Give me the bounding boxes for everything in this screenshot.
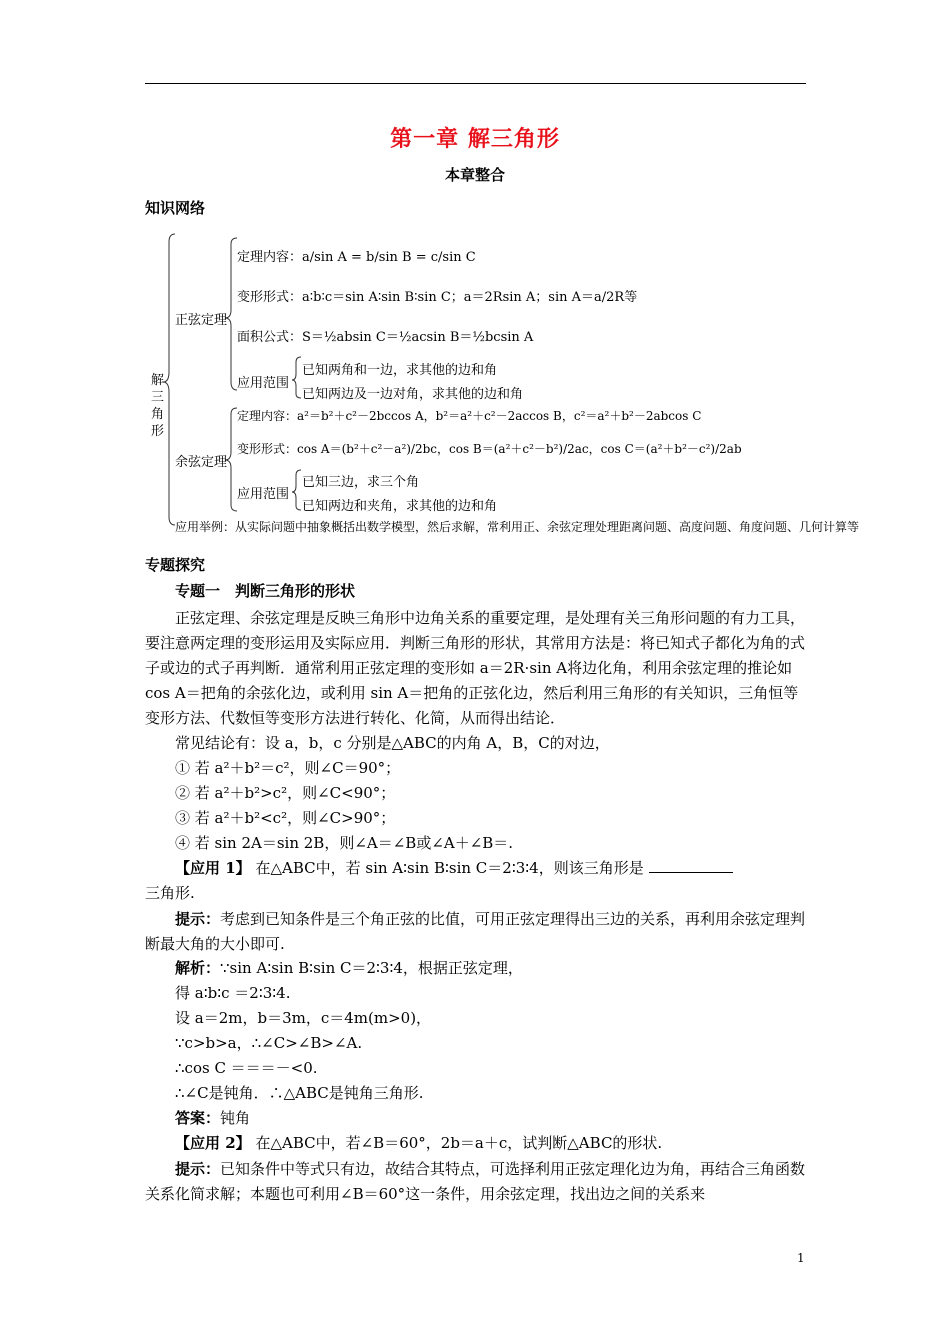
app2-hint-paragraph — [145, 1157, 807, 1207]
answer-blank — [649, 858, 733, 873]
chapter-title: 第一章 解三角形 — [390, 126, 560, 152]
topic-1-intro: 正弦定理、余弦定理是反映三角形中边角关系的重要定理，是处理有关三角形问题的有力工具，要注意两定理的变形运用及实际应用．判断三角形的形状，其常用方法是：将已知式子都化为角的式子或边的式子再判断．通常利用正弦定理的变形如 a＝2R·sin A将边化角，利用余弦定理的推论如cos A＝把角的余弦化边，或利用 sin A＝把角的正弦化边，然后利用三角形的有关知识，三角恒等变形方法、代数恒等变形方法进行转化、化简，从而得出结论． — [145, 609, 806, 727]
sine-scope-label: 应用范围 — [237, 376, 290, 391]
conclusion-2: ② 若 a²＋b²>c²，则∠C<90°； — [175, 784, 396, 802]
app1-hint: 考虑到已知条件是三个角正弦的比值，可用正弦定理得出三边的关系，再利用余弦定理判断最大角的大小即可. — [145, 910, 806, 953]
app1-analysis-line — [175, 957, 523, 978]
app1-label: 【应用 1】 — [175, 859, 251, 877]
sine-law-label: 正弦定理 — [175, 313, 228, 328]
conclusion-1: ① 若 a²＋b²＝c²，则∠C＝90°； — [175, 759, 401, 777]
cosine-variants: 变形形式：cos A＝(b²＋c²－a²)/2bc，cos B＝(a²＋c²－b²)/2ac，cos C＝(a²＋b²－c²)/2ab — [237, 442, 742, 456]
cosine-content: 定理内容：a²＝b²＋c²－2bccos A，b²＝a²＋c²－2accos B，c²＝a²＋b²－2abcos C — [237, 409, 702, 423]
app1-analysis-label: 解析： — [175, 959, 221, 977]
app1-answer: 钝角 — [220, 1109, 251, 1127]
knowledge-heading: 知识网络 — [145, 199, 206, 217]
app1-question-line — [175, 857, 733, 878]
sine-area: 面积公式：S＝½absin C＝½acsin B＝½bcsin A — [237, 330, 534, 345]
app1-analysis-2: 得 a∶b∶c ＝2∶3∶4. — [175, 984, 291, 1002]
app2-question-line — [175, 1132, 662, 1153]
section-subtitle: 本章整合 — [444, 166, 505, 184]
app1-hint-label: 提示： — [175, 910, 221, 928]
sine-content: 定理内容：a/sin A = b/sin B = c/sin C — [237, 250, 476, 265]
sine-scope-1: 已知两角和一边，求其他的边和角 — [302, 363, 498, 378]
conclusions-intro: 常见结论有：设 a，b，c 分别是△ABC的内角 A，B，C的对边， — [175, 734, 610, 752]
cosine-scope-1: 已知三边，求三个角 — [302, 475, 420, 490]
conclusion-4: ④ 若 sin 2A＝sin 2B，则∠A＝∠B或∠A＋∠B＝. — [175, 834, 514, 852]
app1-question-end: 三角形. — [145, 884, 195, 902]
root-label: 解三角形 — [151, 373, 165, 439]
cosine-law-label: 余弦定理 — [175, 455, 228, 470]
app1-analysis-1: ∵sin A∶sin B∶sin C＝2∶3∶4，根据正弦定理， — [220, 959, 523, 977]
app1-analysis-3: 设 a＝2m，b＝3m，c＝4m(m>0)， — [175, 1009, 432, 1027]
app1-hint-paragraph — [145, 907, 807, 957]
topic-1-heading: 专题一 判断三角形的形状 — [175, 582, 356, 600]
app2-question: 在△ABC中，若∠B＝60°，2b＝a＋c，试判断△ABC的形状. — [255, 1134, 663, 1152]
sine-scope-2: 已知两边及一边对角，求其他的边和角 — [302, 387, 524, 402]
cosine-scope-label: 应用范围 — [237, 487, 290, 502]
app1-question: 在△ABC中，若 sin A∶sin B∶sin C＝2∶3∶4，则该三角形是 — [255, 859, 644, 877]
app1-answer-line — [175, 1107, 250, 1128]
page-number: 1 — [797, 1251, 805, 1265]
application-examples: 应用举例：从实际问题中抽象概括出数学模型，然后求解，常利用正、余弦定理处理距离问题、高度问题、角度问题、几何计算等 — [175, 520, 860, 534]
cosine-scope-2: 已知两边和夹角，求其他的边和角 — [302, 499, 498, 514]
app2-hint: 已知条件中等式只有边，故结合其特点，可选择利用正弦定理化边为角，再结合三角函数关系化简求解；本题也可利用∠B＝60°这一条件，用余弦定理，找出边之间的关系来 — [145, 1160, 806, 1203]
sine-variants: 变形形式：a∶b∶c＝sin A∶sin B∶sin C；a＝2Rsin A；sin A＝a/2R等 — [237, 290, 638, 305]
app1-analysis-5: ∴cos C ＝＝＝－<0. — [175, 1059, 318, 1077]
app1-analysis-6: ∴∠C是钝角．∴△ABC是钝角三角形. — [175, 1084, 424, 1102]
app2-label: 【应用 2】 — [175, 1134, 251, 1152]
app2-hint-label: 提示： — [175, 1160, 221, 1178]
conclusion-3: ③ 若 a²＋b²<c²，则∠C>90°； — [175, 809, 396, 827]
header-rule — [145, 83, 806, 84]
inquiry-heading: 专题探究 — [145, 556, 206, 574]
knowledge-network-diagram — [145, 222, 865, 544]
app1-analysis-4: ∵c>b>a，∴∠C>∠B>∠A. — [175, 1034, 363, 1052]
app1-answer-label: 答案： — [175, 1109, 221, 1127]
